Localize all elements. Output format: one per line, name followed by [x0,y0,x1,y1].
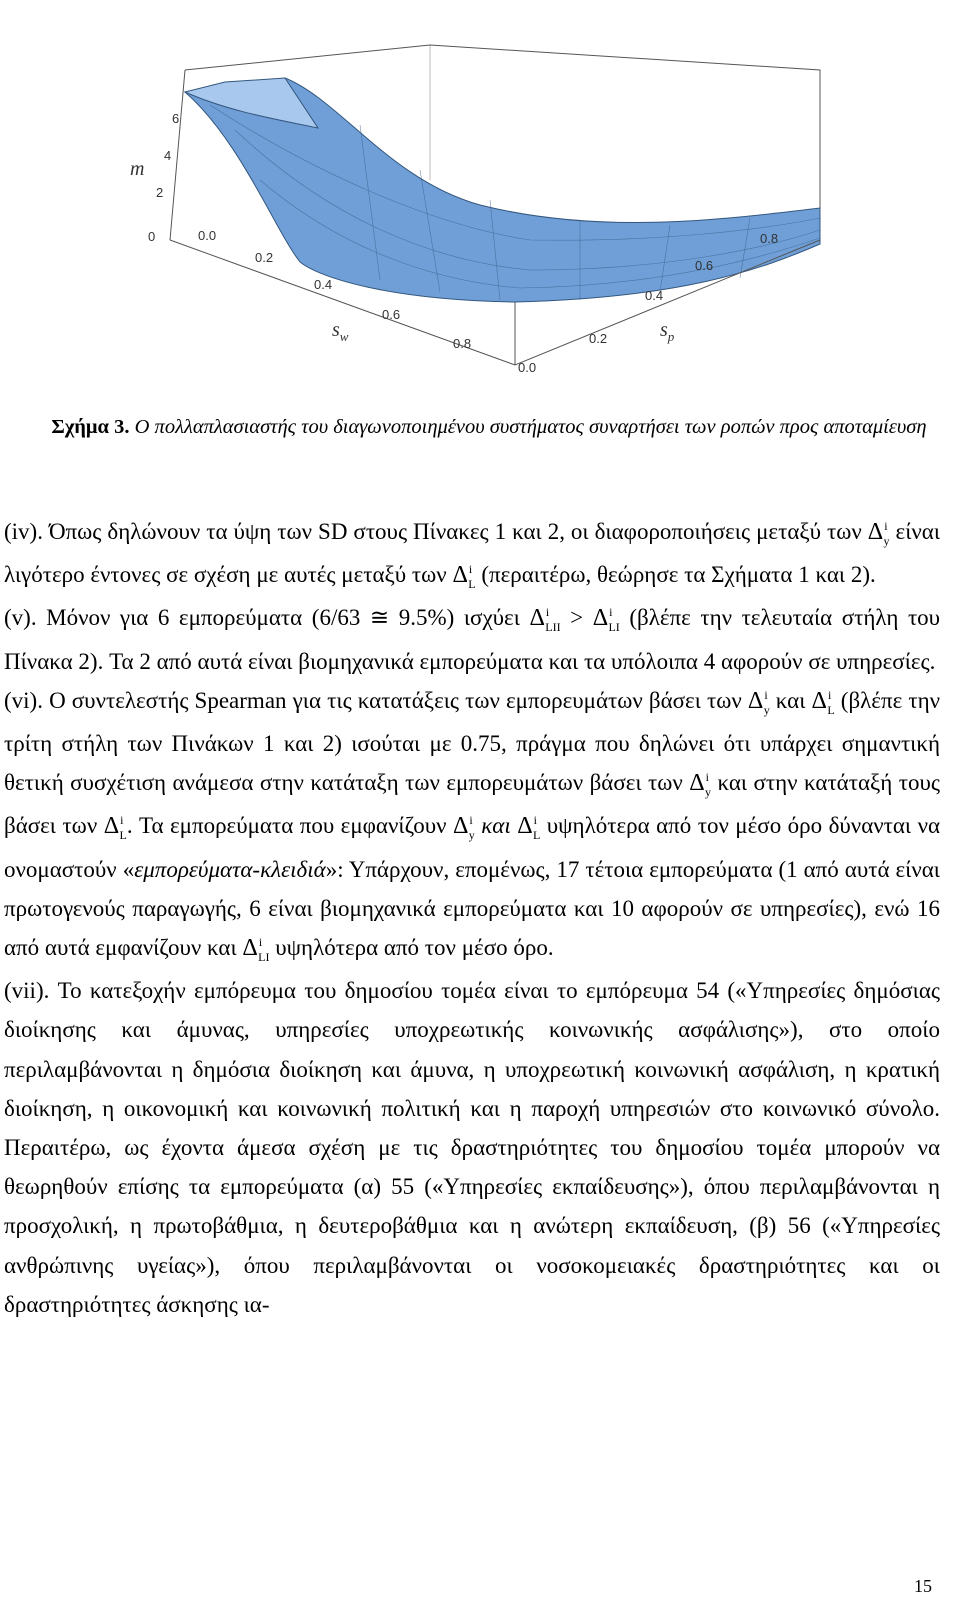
caption-text: Ο πολλαπλασιαστής του διαγωνοποιημένου συστήματος συναρτήσει των ροπών προς αποταμίευση [134,416,927,438]
delta-L-symbol: $\Delta^i_L$ [103,813,127,843]
caption-label: Σχήμα 3. [51,416,130,438]
sw-tick: 0.8 [453,336,472,351]
para-vi-text-9: »: Υπάρχουν, επομένως, 17 τέτοια εμπορεύματα (1 από αυτά είναι πρωτογενούς παραγωγής, 6 είναι βιομηχανικά εμπορεύματα και 10 αφορούν σε υπηρεσίες), ενώ 16 από αυτά εμφανίζουν και [4,856,940,961]
figure-caption [34,410,944,444]
para-iv-text-3: (περαιτέρω, θεώρησε τα Σχήματα 1 και 2). [481,562,876,588]
sp-tick: 0.6 [695,258,714,273]
paragraph-v [4,598,940,680]
paragraph-vii: (vii). Το κατεξοχήν εμπόρευμα του δημοσίου τομέα είναι το εμπόρευμα 54 («Υπηρεσίες δημόσιας διοίκησης και άμυνας, υπηρεσίες υποχρεωτικής κοινωνικής ασφάλισης»), στο οποίο περιλαμβάνονται η δημόσια διοίκηση και άμυνα, η υποχρεωτική κοινωνική ασφάλιση, η κρατική διοίκηση, η οικονομική και κοινωνική πολιτική και η παροχή υπηρεσιών στο κοινωνικό σύνολο. Περαιτέρω, ως έχοντα άμεσα σχέση με τις δραστηριότητες του δημοσίου τομέα μπορούν να θεωρηθούν επίσης τα εμπορεύματα (α) 55 («Υπηρεσίες εκπαίδευσης»), όπου περιλαμβάνονται η προσχολική, η πρωτοβάθμια, η δευτεροβάθμια και η ανώτερη εκπαίδευση, (β) 56 («Υπηρεσίες ανθρώπινης υγείας»), όπου περιλαμβάνονται οι νοσοκομειακές δραστηριότητες και οι δραστηριότητες άσκησης ια- [4,978,940,1317]
sp-tick: 0.4 [645,288,664,303]
z-tick: 2 [156,185,164,200]
delta-L-symbol: $\Delta^i_L$ [811,687,835,717]
delta-LI-symbol: $\Delta^i_{LI}$ [592,605,620,635]
z-tick: 0 [148,229,156,244]
delta-y-symbol: $\Delta^i_y$ [867,519,890,548]
delta-y-symbol: $\Delta^i_y$ [747,687,770,717]
para-iv-text-2: είναι λιγότερο έντονες σε σχέση με αυτές μεταξύ των [4,519,941,588]
sw-tick: 0.4 [314,277,333,292]
sw-tick: 0.6 [382,307,401,322]
para-v-text-3: (βλέπε την τελευταία στήλη του Πίνακα 2). Τα 2 από αυτά είναι βιομηχανικά εμπορεύματα και τα υπόλοιπα 4 αφορούν σε υπηρεσίες. [4,605,941,674]
para-vi-text-7: υψηλότερα από τον μέσο όρο δύνανται να ονομαστούν « [4,813,941,882]
z-tick: 6 [172,111,180,126]
sp-axis-label: $s_p$ [660,319,675,344]
delta-LII-symbol: $\Delta^i_{LII}$ [529,605,561,635]
delta-LI-symbol: $\Delta^i_{LI}$ [242,935,270,965]
para-v-text-2: ) ισχύει [446,605,520,631]
para-vi-text-4: και στην κατάταξή τους βάσει των [4,770,940,839]
body-text [4,512,940,1324]
z-axis-label: m [130,158,145,180]
delta-y-symbol: $\Delta^i_y$ [452,813,475,843]
para-vi-text-1: (vi). Ο συντελεστής Spearman για τις κατατάξεις των εμπορευμάτων βάσει των [4,687,742,713]
para-v-text-1: (v). Μόνον για 6 εμπορεύματα ( [4,605,320,631]
delta-y-symbol: $\Delta^i_y$ [689,770,711,800]
para-vi-text-10: υψηλότερα από τον μέσο όρο. [275,935,554,961]
sp-tick: 0.0 [518,360,537,375]
para-vi-text-2: και [775,687,806,713]
ratio-expression: 6/63 ≅ 9.5% [319,605,447,631]
sw-axis-label: $s_w$ [332,319,349,344]
surface-plot-figure [60,30,880,400]
box-left-edge [170,70,185,240]
sp-tick: 0.2 [589,331,608,346]
axis-subscript: w [339,329,349,344]
para-vi-text-3: (βλέπε την τρίτη στήλη των Πινάκων 1 και 2) ισούται με 0.75, πράγμα που δηλώνει ότι υπάρχει σημαντική θετική συσχέτιση ανάμεσα στην κατάταξη των εμπορευμάτων βάσει των [4,687,940,796]
page-number: 15 [914,1576,932,1596]
greater-than: > [570,605,584,631]
para-iv-text-1: (iv). Όπως δηλώνουν τα ύψη των SD στους Πίνακες 1 και 2, οι διαφοροποιήσεις μεταξύ των [4,519,862,544]
axis-subscript: p [667,329,675,344]
paragraph-vi [4,681,940,971]
z-tick: 4 [164,148,172,163]
sp-tick: 0.8 [760,231,779,246]
sw-tick: 0.2 [255,250,274,265]
delta-L-symbol: $\Delta^i_L$ [452,562,476,592]
key-commodities-term: εμπορεύματα-κλειδιά [134,856,326,882]
surface-plot [60,30,880,400]
para-vi-text-6: και [481,813,511,839]
surface [185,78,820,302]
delta-L-symbol: $\Delta^i_L$ [517,813,541,843]
para-vi-text-5: . Τα εμπορεύματα που εμφανίζουν [126,813,447,839]
sw-tick: 0.0 [198,228,217,243]
paragraph-iv [4,512,940,598]
